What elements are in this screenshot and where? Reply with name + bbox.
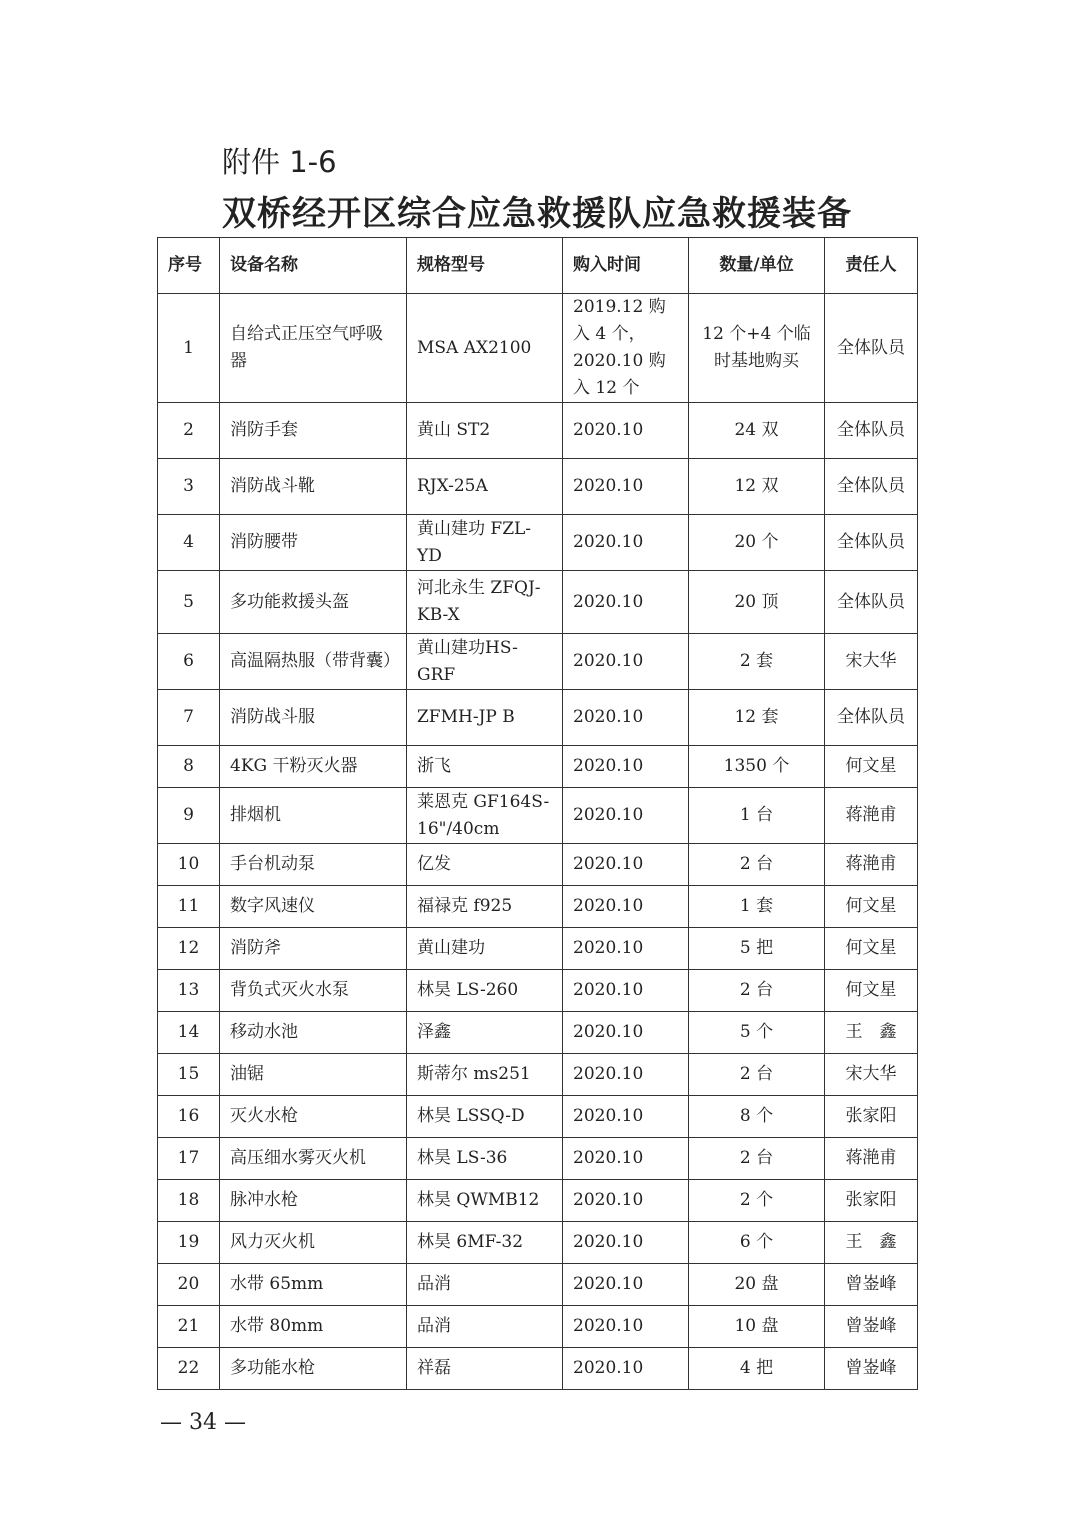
cell-no: 15 [158,1054,220,1096]
table-row [158,634,918,690]
cell-name: 高温隔热服（带背囊） [220,634,407,690]
cell-no: 20 [158,1264,220,1306]
cell-name: 消防手套 [220,403,407,459]
cell-model: 林昊 QWMB12 [407,1180,563,1222]
table-row [158,1180,918,1222]
cell-qty: 12 个+4 个临时基地购买 [689,294,825,403]
cell-resp: 何文星 [825,928,918,970]
cell-model: 莱恩克 GF164S-16"/40cm [407,788,563,844]
cell-no: 3 [158,459,220,515]
cell-name: 移动水池 [220,1012,407,1054]
cell-model: 林昊 LS-36 [407,1138,563,1180]
table-row [158,403,918,459]
cell-no: 13 [158,970,220,1012]
header-date: 购入时间 [563,238,689,294]
header-no: 序号 [158,238,220,294]
cell-resp: 曾崟峰 [825,1306,918,1348]
cell-qty: 24 双 [689,403,825,459]
cell-resp: 张家阳 [825,1096,918,1138]
cell-date: 2020.10 [563,403,689,459]
cell-qty: 10 盘 [689,1306,825,1348]
cell-resp: 全体队员 [825,403,918,459]
cell-resp: 宋大华 [825,634,918,690]
cell-resp: 王 鑫 [825,1222,918,1264]
cell-date: 2020.10 [563,1012,689,1054]
equipment-table [157,237,918,1390]
cell-qty: 1 套 [689,886,825,928]
table-row [158,746,918,788]
cell-qty: 2 台 [689,844,825,886]
table-row [158,788,918,844]
cell-no: 19 [158,1222,220,1264]
table-row [158,294,918,403]
cell-model: 福禄克 f925 [407,886,563,928]
cell-date: 2020.10 [563,1138,689,1180]
cell-no: 11 [158,886,220,928]
cell-qty: 6 个 [689,1222,825,1264]
cell-model: 亿发 [407,844,563,886]
cell-qty: 2 台 [689,1054,825,1096]
cell-resp: 何文星 [825,886,918,928]
table-row [158,886,918,928]
table-row [158,459,918,515]
cell-qty: 1 台 [689,788,825,844]
cell-resp: 蒋滟甫 [825,844,918,886]
cell-date: 2020.10 [563,515,689,571]
table-header-row [158,238,918,294]
table-row [158,1222,918,1264]
cell-qty: 2 台 [689,970,825,1012]
cell-date: 2020.10 [563,571,689,634]
cell-name: 风力灭火机 [220,1222,407,1264]
cell-name: 4KG 干粉灭火器 [220,746,407,788]
cell-no: 17 [158,1138,220,1180]
table-row [158,1138,918,1180]
cell-name: 灭火水枪 [220,1096,407,1138]
header-resp: 责任人 [825,238,918,294]
cell-name: 多功能救援头盔 [220,571,407,634]
cell-qty: 12 套 [689,690,825,746]
cell-name: 消防战斗服 [220,690,407,746]
cell-name: 背负式灭火水泵 [220,970,407,1012]
cell-qty: 5 个 [689,1012,825,1054]
cell-name: 排烟机 [220,788,407,844]
table-row [158,970,918,1012]
cell-model: 浙飞 [407,746,563,788]
cell-no: 9 [158,788,220,844]
header-qty: 数量/单位 [689,238,825,294]
cell-name: 消防战斗靴 [220,459,407,515]
cell-date: 2020.10 [563,788,689,844]
cell-no: 2 [158,403,220,459]
cell-resp: 何文星 [825,746,918,788]
table-row [158,1348,918,1390]
cell-resp: 张家阳 [825,1180,918,1222]
cell-date: 2019.12 购入 4 个，2020.10 购入 12 个 [563,294,689,403]
cell-name: 消防腰带 [220,515,407,571]
cell-qty: 4 把 [689,1348,825,1390]
cell-resp: 全体队员 [825,459,918,515]
cell-no: 1 [158,294,220,403]
cell-qty: 5 把 [689,928,825,970]
cell-date: 2020.10 [563,1222,689,1264]
cell-model: ZFMH-JP B [407,690,563,746]
cell-no: 4 [158,515,220,571]
header-name: 设备名称 [220,238,407,294]
table-row [158,690,918,746]
cell-no: 16 [158,1096,220,1138]
cell-model: 泽鑫 [407,1012,563,1054]
header-model: 规格型号 [407,238,563,294]
cell-date: 2020.10 [563,886,689,928]
cell-name: 手台机动泵 [220,844,407,886]
cell-resp: 全体队员 [825,690,918,746]
table-row [158,515,918,571]
cell-qty: 2 个 [689,1180,825,1222]
table-row [158,844,918,886]
cell-resp: 全体队员 [825,571,918,634]
cell-date: 2020.10 [563,1054,689,1096]
cell-date: 2020.10 [563,928,689,970]
cell-no: 14 [158,1012,220,1054]
cell-no: 7 [158,690,220,746]
table-row [158,1096,918,1138]
cell-no: 8 [158,746,220,788]
cell-qty: 20 盘 [689,1264,825,1306]
cell-no: 21 [158,1306,220,1348]
table-row [158,1306,918,1348]
cell-qty: 8 个 [689,1096,825,1138]
cell-resp: 何文星 [825,970,918,1012]
cell-date: 2020.10 [563,746,689,788]
page-number: — 34 — [160,1410,246,1435]
cell-name: 多功能水枪 [220,1348,407,1390]
table-row [158,1264,918,1306]
cell-name: 水带 65mm [220,1264,407,1306]
cell-name: 自给式正压空气呼吸器 [220,294,407,403]
cell-model: MSA AX2100 [407,294,563,403]
cell-model: 品消 [407,1306,563,1348]
cell-no: 5 [158,571,220,634]
cell-qty: 1350 个 [689,746,825,788]
cell-no: 18 [158,1180,220,1222]
cell-resp: 曾崟峰 [825,1348,918,1390]
cell-name: 高压细水雾灭火机 [220,1138,407,1180]
cell-date: 2020.10 [563,690,689,746]
cell-resp: 全体队员 [825,294,918,403]
cell-name: 脉冲水枪 [220,1180,407,1222]
cell-qty: 20 顶 [689,571,825,634]
cell-date: 2020.10 [563,970,689,1012]
cell-name: 油锯 [220,1054,407,1096]
cell-date: 2020.10 [563,459,689,515]
cell-resp: 王 鑫 [825,1012,918,1054]
cell-model: 黄山建功 FZL-YD [407,515,563,571]
cell-model: 河北永生 ZFQJ-KB-X [407,571,563,634]
cell-resp: 宋大华 [825,1054,918,1096]
cell-model: 林昊 LS-260 [407,970,563,1012]
cell-resp: 全体队员 [825,515,918,571]
cell-date: 2020.10 [563,1180,689,1222]
table-row [158,571,918,634]
cell-model: 林昊 6MF-32 [407,1222,563,1264]
table-row [158,928,918,970]
cell-model: 黄山建功HS-GRF [407,634,563,690]
cell-date: 2020.10 [563,844,689,886]
cell-resp: 曾崟峰 [825,1264,918,1306]
cell-model: 品消 [407,1264,563,1306]
cell-model: 斯蒂尔 ms251 [407,1054,563,1096]
cell-model: 祥磊 [407,1348,563,1390]
attachment-label: 附件 1-6 [222,145,337,179]
cell-model: RJX-25A [407,459,563,515]
cell-name: 消防斧 [220,928,407,970]
cell-no: 6 [158,634,220,690]
cell-qty: 20 个 [689,515,825,571]
cell-qty: 12 双 [689,459,825,515]
document-title: 双桥经开区综合应急救援队应急救援装备 [222,194,852,234]
cell-no: 12 [158,928,220,970]
cell-name: 水带 80mm [220,1306,407,1348]
cell-no: 22 [158,1348,220,1390]
table-row [158,1054,918,1096]
cell-date: 2020.10 [563,634,689,690]
cell-date: 2020.10 [563,1264,689,1306]
cell-date: 2020.10 [563,1348,689,1390]
cell-name: 数字风速仪 [220,886,407,928]
cell-model: 黄山 ST2 [407,403,563,459]
table-row [158,1012,918,1054]
cell-resp: 蒋滟甫 [825,788,918,844]
cell-qty: 2 套 [689,634,825,690]
cell-date: 2020.10 [563,1096,689,1138]
cell-no: 10 [158,844,220,886]
cell-model: 黄山建功 [407,928,563,970]
cell-date: 2020.10 [563,1306,689,1348]
cell-qty: 2 台 [689,1138,825,1180]
cell-model: 林昊 LSSQ-D [407,1096,563,1138]
cell-resp: 蒋滟甫 [825,1138,918,1180]
